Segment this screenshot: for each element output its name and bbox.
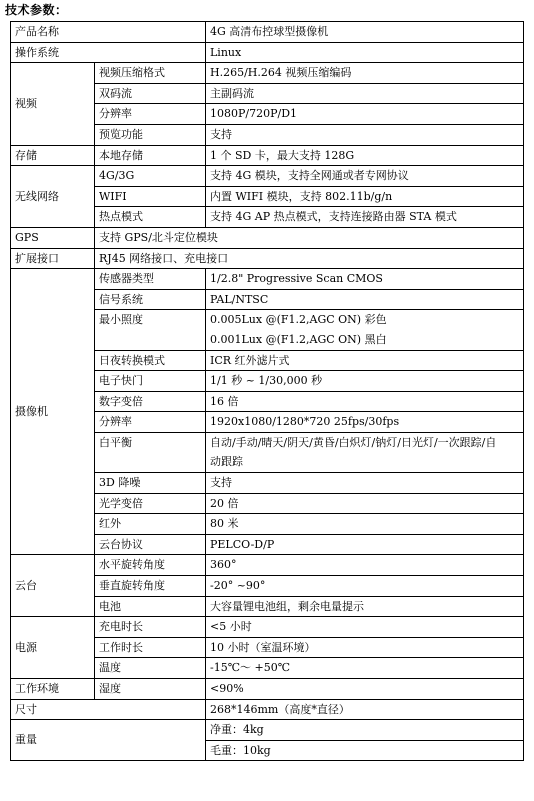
page-title: 技术参数： [5, 3, 68, 17]
table-row [11, 63, 524, 84]
row-value: 支持 4G AP 热点模式，支持连接路由器 STA 模式 [206, 207, 524, 228]
row-label: 分辨率 [95, 412, 206, 433]
row-label: 光学变倍 [95, 493, 206, 514]
row-value: <5 小时 [206, 617, 524, 638]
group-label: 电源 [11, 617, 95, 679]
group-label: 摄像机 [11, 269, 95, 555]
row-label: 传感器类型 [95, 269, 206, 290]
row-label: 红外 [95, 514, 206, 535]
row-label: 3D 降噪 [95, 473, 206, 494]
row-value: 毛重：10kg [206, 740, 524, 761]
row-value: 净重：4kg [206, 720, 524, 741]
row-label: 电池 [95, 596, 206, 617]
row-value: -20° ~90° [206, 576, 524, 597]
row-label: 数字变倍 [95, 391, 206, 412]
row-label: 本地存储 [95, 145, 206, 166]
row-label: 工作时长 [95, 637, 206, 658]
row-value: 主副码流 [206, 83, 524, 104]
row-value: <90% [206, 679, 524, 700]
row-label: 垂直旋转角度 [95, 576, 206, 597]
row-value: PELCO-D/P [206, 534, 524, 555]
row-value: 0.005Lux @(F1.2,AGC ON) 彩色 [206, 310, 524, 330]
table-row [11, 720, 524, 741]
row-value: 1 个 SD 卡，最大支持 128G [206, 145, 524, 166]
row-label: 信号系统 [95, 289, 206, 310]
row-value: 10 小时（室温环境） [206, 637, 524, 658]
row-label: 充电时长 [95, 617, 206, 638]
table-row [11, 617, 524, 638]
row-value: 1/2.8" Progressive Scan CMOS [206, 269, 524, 290]
row-label: 最小照度 [95, 310, 206, 350]
row-value: PAL/NTSC [206, 289, 524, 310]
row-label: GPS [11, 227, 95, 248]
group-label: 存储 [11, 145, 95, 166]
row-value: ICR 红外滤片式 [206, 350, 524, 371]
row-value: 1/1 秒 ~ 1/30,000 秒 [206, 371, 524, 392]
row-label: WIFI [95, 186, 206, 207]
group-label: 无线网络 [11, 166, 95, 228]
row-value: 360° [206, 555, 524, 576]
table-row [11, 248, 524, 269]
row-value: 268*146mm（高度*直径） [206, 699, 524, 720]
table-row [11, 555, 524, 576]
row-value: 支持 4G 模块，支持全网通或者专网协议 [206, 166, 524, 187]
table-row [11, 699, 524, 720]
row-value: H.265/H.264 视频压缩编码 [206, 63, 524, 84]
row-value: 自动/手动/晴天/阴天/黄昏/白炽灯/钠灯/日光灯/一次跟踪/自 [206, 432, 524, 452]
row-value: RJ45 网络接口、充电接口 [95, 248, 524, 269]
row-label: 扩展接口 [11, 248, 95, 269]
row-label: 白平衡 [95, 432, 206, 472]
row-label: 热点模式 [95, 207, 206, 228]
row-label: 双码流 [95, 83, 206, 104]
row-label: 日夜转换模式 [95, 350, 206, 371]
row-value: 内置 WIFI 模块，支持 802.11b/g/n [206, 186, 524, 207]
row-value: 80 米 [206, 514, 524, 535]
row-value-continued: 0.001Lux @(F1.2,AGC ON) 黑白 [206, 330, 524, 350]
table-row [11, 269, 524, 290]
row-label: 云台协议 [95, 534, 206, 555]
table-row [11, 145, 524, 166]
group-label: 云台 [11, 555, 95, 617]
row-value: 1920x1080/1280*720 25fps/30fps [206, 412, 524, 433]
row-label: 温度 [95, 658, 206, 679]
row-value: 4G 高清布控球型摄像机 [206, 22, 524, 43]
row-value: 大容量锂电池组，剩余电量提示 [206, 596, 524, 617]
table-row [11, 227, 524, 248]
table-row [11, 166, 524, 187]
row-value: 支持 GPS/北斗定位模块 [95, 227, 524, 248]
row-value: 16 倍 [206, 391, 524, 412]
row-label: 产品名称 [11, 22, 206, 43]
row-label: 电子快门 [95, 371, 206, 392]
row-value: Linux [206, 42, 524, 63]
row-value: 1080P/720P/D1 [206, 104, 524, 125]
table-row [11, 22, 524, 43]
group-label: 重量 [11, 720, 206, 761]
row-value-continued: 动跟踪 [206, 452, 524, 472]
group-label: 工作环境 [11, 679, 95, 700]
row-label: 湿度 [95, 679, 206, 700]
row-value: -15℃～ +50℃ [206, 658, 524, 679]
row-label: 分辨率 [95, 104, 206, 125]
group-label: 视频 [11, 63, 95, 145]
row-label: 操作系统 [11, 42, 206, 63]
table-row [11, 42, 524, 63]
spec-table [10, 21, 524, 761]
row-label: 4G/3G [95, 166, 206, 187]
row-value: 支持 [206, 124, 524, 145]
row-value: 支持 [206, 473, 524, 494]
row-value: 20 倍 [206, 493, 524, 514]
row-label: 视频压缩格式 [95, 63, 206, 84]
row-label: 水平旋转角度 [95, 555, 206, 576]
table-row [11, 679, 524, 700]
row-label: 尺寸 [11, 699, 206, 720]
row-label: 预览功能 [95, 124, 206, 145]
